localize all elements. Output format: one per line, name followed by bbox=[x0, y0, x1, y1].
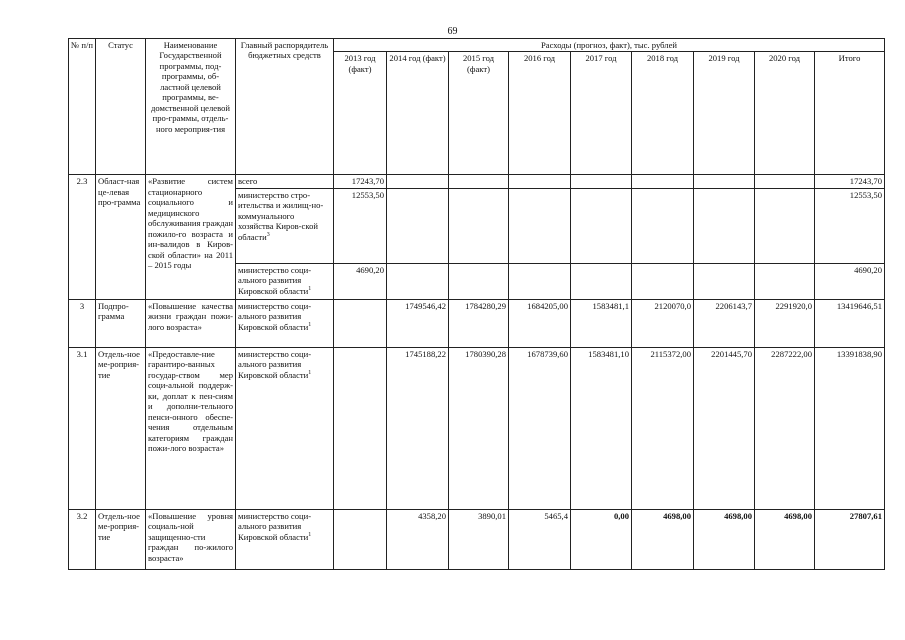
row-admin: всего bbox=[236, 175, 334, 188]
row-value bbox=[387, 175, 449, 188]
row-value: 2201445,70 bbox=[694, 347, 755, 509]
header-year: 2015 год (факт) bbox=[449, 52, 509, 175]
row-value: 1780390,28 bbox=[449, 347, 509, 509]
row-total: 17243,70 bbox=[815, 175, 885, 188]
header-year: 2016 год bbox=[509, 52, 571, 175]
header-year: 2020 год bbox=[755, 52, 815, 175]
header-status: Статус bbox=[96, 39, 146, 175]
row-value: 4358,20 bbox=[387, 509, 449, 569]
row-value bbox=[632, 263, 694, 299]
header-year: 2017 год bbox=[571, 52, 632, 175]
row-value bbox=[755, 263, 815, 299]
header-year: 2018 год bbox=[632, 52, 694, 175]
row-admin: министерство соци-ального развития Кировской области$^1$ bbox=[236, 263, 334, 299]
row-value bbox=[694, 175, 755, 188]
header-total: Итого bbox=[815, 52, 885, 175]
page-number: 69 bbox=[447, 26, 458, 37]
row-admin: министерство соци-ального развития Кировской области$^1$ bbox=[236, 299, 334, 347]
row-num: 3.1 bbox=[69, 347, 96, 509]
row-value bbox=[755, 175, 815, 188]
row-total: 12553,50 bbox=[815, 188, 885, 263]
row-value: 4698,00 bbox=[755, 509, 815, 569]
row-value: 17243,70 bbox=[334, 175, 387, 188]
table-row bbox=[69, 299, 885, 347]
row-num: 3.2 bbox=[69, 509, 96, 569]
row-value: 1583481,10 bbox=[571, 347, 632, 509]
row-value: 0,00 bbox=[571, 509, 632, 569]
row-value bbox=[509, 188, 571, 263]
row-value bbox=[387, 263, 449, 299]
row-value bbox=[694, 263, 755, 299]
row-value bbox=[632, 175, 694, 188]
header-admin: Главный распорядитель бюджетных средств bbox=[236, 39, 334, 175]
header-name: Наименование Государственной программы, под-программы, об-ластной целевой программы, ве-домственной целевой про-граммы, отдель-ного мероприя-тия bbox=[146, 39, 236, 175]
row-value bbox=[755, 188, 815, 263]
table-row bbox=[69, 509, 885, 569]
row-value: 4698,00 bbox=[694, 509, 755, 569]
row-value: 1784280,29 bbox=[449, 299, 509, 347]
row-admin: министерство стро-ительства и жилищ-но-коммунального хозяйства Киров-ской области$^3$ bbox=[236, 188, 334, 263]
row-total: 13419646,51 bbox=[815, 299, 885, 347]
row-total: 4690,20 bbox=[815, 263, 885, 299]
row-status: Подпро-грамма bbox=[96, 299, 146, 347]
row-status: Област-ная це-левая про-грамма bbox=[96, 175, 146, 299]
row-value: 1749546,42 bbox=[387, 299, 449, 347]
row-value bbox=[509, 263, 571, 299]
row-value: 1583481,1 bbox=[571, 299, 632, 347]
row-value: 2115372,00 bbox=[632, 347, 694, 509]
row-admin: министерство соци-ального развития Кировской области$^1$ bbox=[236, 347, 334, 509]
row-value: 2287222,00 bbox=[755, 347, 815, 509]
row-value bbox=[632, 188, 694, 263]
row-value: 1745188,22 bbox=[387, 347, 449, 509]
header-year: 2013 год (факт) bbox=[334, 52, 387, 175]
budget-table bbox=[68, 38, 885, 570]
row-value bbox=[571, 188, 632, 263]
row-value bbox=[334, 347, 387, 509]
row-name: «Повышение уровня социаль-ной защищенно-сти граждан по-жилого возраста» bbox=[146, 509, 236, 569]
row-value: 1684205,00 bbox=[509, 299, 571, 347]
row-admin: министерство соци-ального развития Кировской области$^1$ bbox=[236, 509, 334, 569]
row-name: «Предоставле-ние гарантиро-ванных государ-ством мер соци-альной поддерж-ки, доплат к пен-сиям и дополни-тельного пенси-онного обеспе-чения отдельным категориям граждан пожи-лого возраста» bbox=[146, 347, 236, 509]
row-value bbox=[571, 263, 632, 299]
row-value bbox=[387, 188, 449, 263]
row-value: 2291920,0 bbox=[755, 299, 815, 347]
row-value bbox=[449, 188, 509, 263]
row-value: 4698,00 bbox=[632, 509, 694, 569]
row-num: 3 bbox=[69, 299, 96, 347]
row-value: 4690,20 bbox=[334, 263, 387, 299]
row-value: 2206143,7 bbox=[694, 299, 755, 347]
row-value bbox=[334, 509, 387, 569]
header-year: 2014 год (факт) bbox=[387, 52, 449, 175]
row-value: 3890,01 bbox=[449, 509, 509, 569]
row-name: «Развитие систем стационарного социального и медицинского обслуживания граждан пожило-го возраста и ин-валидов в Киров-ской области» на 2011 – 2015 годы bbox=[146, 175, 236, 299]
row-value bbox=[449, 175, 509, 188]
row-value bbox=[571, 175, 632, 188]
row-value bbox=[334, 299, 387, 347]
row-status: Отдель-ное ме-роприя-тие bbox=[96, 347, 146, 509]
row-value: 2120070,0 bbox=[632, 299, 694, 347]
row-value: 5465,4 bbox=[509, 509, 571, 569]
row-value bbox=[694, 188, 755, 263]
row-value bbox=[509, 175, 571, 188]
row-value bbox=[449, 263, 509, 299]
row-value: 1678739,60 bbox=[509, 347, 571, 509]
row-name: «Повышение качества жизни граждан пожи-лого возраста» bbox=[146, 299, 236, 347]
table-row bbox=[69, 175, 885, 188]
row-total: 13391838,90 bbox=[815, 347, 885, 509]
header-year: 2019 год bbox=[694, 52, 755, 175]
row-total: 27807,61 bbox=[815, 509, 885, 569]
header-num: № п/п bbox=[69, 39, 96, 175]
row-value: 12553,50 bbox=[334, 188, 387, 263]
header-expenses: Расходы (прогноз, факт), тыс. рублей bbox=[334, 39, 885, 52]
row-num: 2.3 bbox=[69, 175, 96, 299]
row-status: Отдель-ное ме-роприя-тие bbox=[96, 509, 146, 569]
table-row bbox=[69, 347, 885, 509]
